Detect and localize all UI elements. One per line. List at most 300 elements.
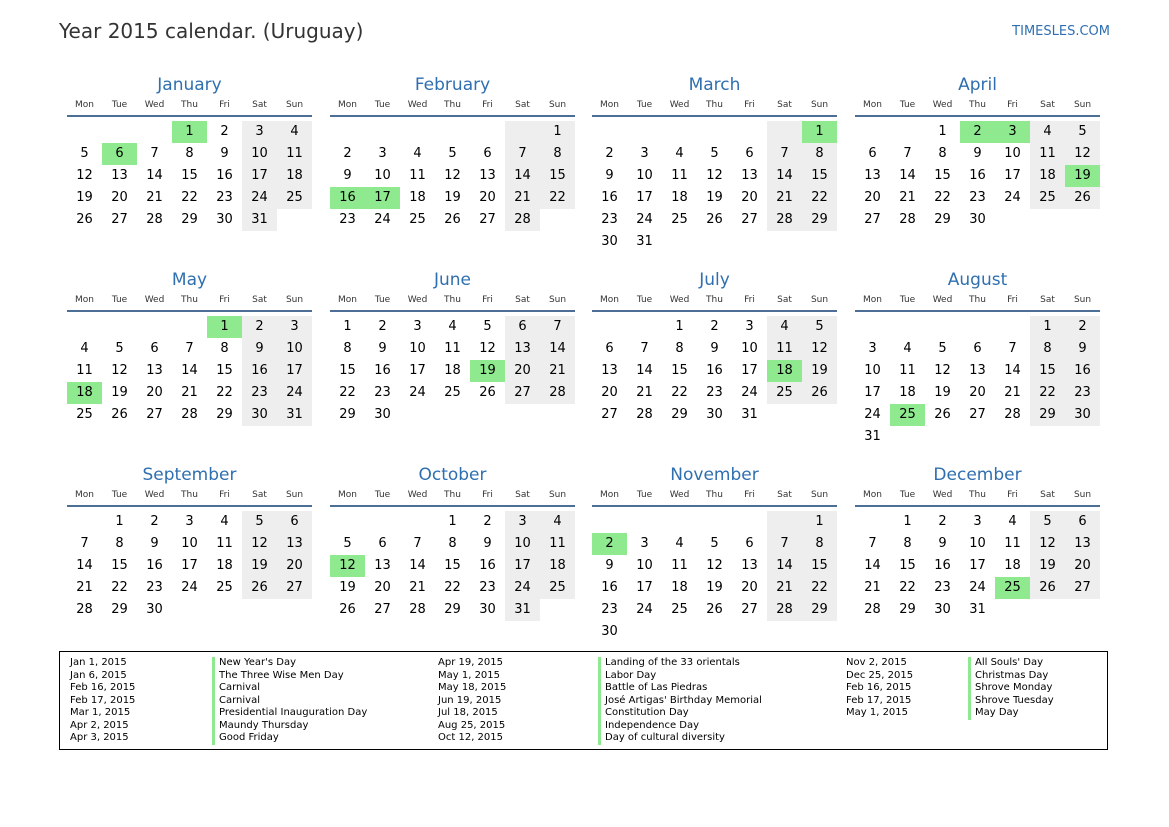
day-cell: 4 [675,536,684,551]
day-cell: 6 [745,536,754,551]
day-cell: 9 [973,146,982,161]
day-cell: 10 [636,168,653,183]
weekday-label: Fri [1007,100,1018,110]
header-rule [67,115,312,117]
day-cell: 28 [409,602,426,617]
day-cell: 14 [776,168,793,183]
day-cell: 26 [339,602,356,617]
site-link[interactable]: TIMESLES.COM [1012,24,1110,39]
day-cell: 24 [864,407,881,422]
day-cell: 11 [409,168,426,183]
weekday-label: Fri [482,295,493,305]
day-cell: 1 [903,514,912,529]
day-cell: 20 [601,385,618,400]
day-cell: 24 [741,385,758,400]
holiday-day-cell: 18 [767,360,802,382]
month-november [592,464,837,659]
day-cell: 7 [553,319,562,334]
day-cell: 26 [934,407,951,422]
day-cell: 1 [343,319,352,334]
day-cell: 12 [934,363,951,378]
weekday-label: Sat [1040,100,1055,110]
day-cell: 1 [675,319,684,334]
day-cell: 24 [514,580,531,595]
day-cell: 15 [1039,363,1056,378]
day-cell: 14 [146,168,163,183]
day-cell: 18 [1004,558,1021,573]
day-cell: 20 [286,558,303,573]
weekday-label: Tue [636,490,653,500]
day-cell: 6 [150,341,159,356]
page-title: Year 2015 calendar. (Uruguay) [59,19,364,43]
day-cell: 25 [671,212,688,227]
day-cell: 20 [146,385,163,400]
weekday-label: Fri [219,295,230,305]
day-cell: 28 [1004,407,1021,422]
day-cell: 19 [934,385,951,400]
weekday-label: Thu [706,100,723,110]
day-cell: 14 [776,558,793,573]
day-cell: 6 [290,514,299,529]
weekday-label: Wed [144,100,165,110]
weekday-label: Wed [144,490,165,500]
day-cell: 14 [409,558,426,573]
header-rule [592,115,837,117]
legend-date: Jul 18, 2015 [438,707,498,718]
legend-holiday-name: Carnival [212,695,260,708]
day-cell: 28 [514,212,531,227]
day-cell: 5 [710,536,719,551]
day-cell: 10 [741,341,758,356]
legend-date: Jan 6, 2015 [70,669,127,681]
day-cell: 2 [710,319,719,334]
day-cell: 2 [938,514,947,529]
weekday-label: Thu [706,295,723,305]
day-cell: 31 [636,234,653,249]
day-cell: 13 [146,363,163,378]
day-cell: 3 [255,124,264,139]
day-cell: 18 [444,363,461,378]
day-cell: 10 [969,536,986,551]
day-cell: 16 [601,190,618,205]
day-cell: 8 [675,341,684,356]
day-cell: 15 [811,168,828,183]
weekday-label: Wed [407,490,428,500]
day-cell: 2 [605,146,614,161]
day-cell: 9 [255,341,264,356]
day-cell: 7 [780,536,789,551]
day-cell: 28 [864,602,881,617]
weekday-label: Sun [810,490,829,500]
day-cell: 19 [811,363,828,378]
day-cell: 6 [868,146,877,161]
weekday-label: Sun [1073,295,1092,305]
day-cell: 25 [776,385,793,400]
holiday-day-cell: 19 [1065,165,1100,187]
day-cell: 9 [1078,341,1087,356]
weekday-label: Sun [548,100,567,110]
day-cell: 26 [76,212,93,227]
weekday-label: Tue [899,100,916,110]
day-cell: 5 [343,536,352,551]
day-cell: 30 [1074,407,1091,422]
day-cell: 27 [514,385,531,400]
day-cell: 20 [374,580,391,595]
day-cell: 25 [76,407,93,422]
day-cell: 6 [745,146,754,161]
day-cell: 28 [636,407,653,422]
day-cell: 26 [706,212,723,227]
day-cell: 8 [1043,341,1052,356]
day-cell: 11 [776,341,793,356]
weekday-label: Sun [285,100,304,110]
weekday-label: Sat [515,295,530,305]
day-cell: 12 [251,536,268,551]
day-cell: 1 [815,514,824,529]
legend-holiday-name: Battle of Las Piedras [598,682,707,695]
day-cell: 24 [409,385,426,400]
day-cell: 28 [776,602,793,617]
legend-holiday-name: Maundy Thursday [212,720,308,733]
day-cell: 28 [181,407,198,422]
day-cell: 30 [601,234,618,249]
day-cell: 3 [868,341,877,356]
day-cell: 18 [671,580,688,595]
day-cell: 11 [549,536,566,551]
day-cell: 5 [80,146,89,161]
day-cell: 27 [741,212,758,227]
day-cell: 7 [1008,341,1017,356]
day-cell: 23 [251,385,268,400]
day-cell: 4 [903,341,912,356]
day-cell: 9 [378,341,387,356]
day-cell: 23 [374,385,391,400]
weekday-label: Tue [111,100,128,110]
day-cell: 24 [181,580,198,595]
weekday-label: Fri [744,295,755,305]
day-cell: 7 [185,341,194,356]
day-cell: 17 [514,558,531,573]
day-cell: 9 [483,536,492,551]
legend-date: Feb 16, 2015 [70,682,136,693]
day-cell: 4 [448,319,457,334]
day-cell: 22 [899,580,916,595]
weekday-label: Wed [144,295,165,305]
day-cell: 30 [251,407,268,422]
day-cell: 5 [255,514,264,529]
day-cell: 23 [479,580,496,595]
day-cell: 23 [601,602,618,617]
day-cell: 15 [934,168,951,183]
day-cell: 1 [448,514,457,529]
day-cell: 10 [636,558,653,573]
day-cell: 26 [479,385,496,400]
day-cell: 20 [111,190,128,205]
day-cell: 3 [413,319,422,334]
legend-holiday-name: All Souls' Day [968,657,1043,670]
day-cell: 29 [111,602,128,617]
day-cell: 18 [671,190,688,205]
day-cell: 3 [745,319,754,334]
header-rule [592,310,837,312]
day-cell: 19 [1039,558,1056,573]
day-cell: 2 [255,319,264,334]
day-cell: 8 [448,536,457,551]
day-cell: 26 [706,602,723,617]
day-cell: 7 [80,536,89,551]
day-cell: 21 [549,363,566,378]
day-cell: 22 [181,190,198,205]
weekday-label: Sat [252,100,267,110]
legend-holiday-name: Presidential Inauguration Day [212,707,367,720]
day-cell: 13 [601,363,618,378]
legend-date: Apr 3, 2015 [70,732,129,743]
legend-holiday-name: Independence Day [598,720,699,733]
weekday-label: Sun [1073,490,1092,500]
weekday-label: Mon [600,295,619,305]
weekday-label: Wed [669,490,690,500]
day-cell: 4 [675,146,684,161]
weekday-label: Sun [548,490,567,500]
day-cell: 25 [1039,190,1056,205]
weekday-label: Sun [810,295,829,305]
day-cell: 12 [1074,146,1091,161]
legend-holiday-name: The Three Wise Men Day [212,670,344,683]
day-cell: 2 [483,514,492,529]
weekday-label: Sat [777,490,792,500]
weekday-label: Mon [75,490,94,500]
day-cell: 14 [899,168,916,183]
legend-date: Apr 19, 2015 [438,657,504,668]
legend-holiday-name: Good Friday [212,732,279,745]
day-cell: 21 [181,385,198,400]
day-cell: 5 [483,319,492,334]
day-cell: 25 [409,212,426,227]
holiday-day-cell: 2 [592,533,627,555]
day-cell: 17 [969,558,986,573]
day-cell: 2 [220,124,229,139]
weekday-label: Tue [636,100,653,110]
weekday-label: Fri [1007,295,1018,305]
day-cell: 1 [115,514,124,529]
month-name: July [699,270,730,290]
weekday-label: Thu [969,100,986,110]
day-cell: 18 [409,190,426,205]
month-name: March [688,75,741,95]
holiday-day-cell: 2 [960,121,995,143]
holiday-legend [59,651,1108,750]
day-cell: 6 [973,341,982,356]
holiday-day-cell: 17 [365,187,400,209]
day-cell: 4 [1008,514,1017,529]
day-cell: 12 [706,558,723,573]
weekday-label: Thu [444,490,461,500]
legend-date: May 1, 2015 [846,707,909,718]
day-cell: 23 [706,385,723,400]
month-name: May [171,270,208,290]
day-cell: 24 [636,602,653,617]
month-september [67,464,312,659]
day-cell: 7 [518,146,527,161]
legend-holiday-name: Shrove Monday [968,682,1052,695]
day-cell: 11 [899,363,916,378]
month-march [592,74,837,269]
day-cell: 18 [549,558,566,573]
day-cell: 9 [605,168,614,183]
day-cell: 29 [444,602,461,617]
day-cell: 5 [1078,124,1087,139]
day-cell: 21 [76,580,93,595]
day-cell: 22 [111,580,128,595]
day-cell: 23 [1074,385,1091,400]
legend-date: Nov 2, 2015 [846,657,907,668]
day-cell: 6 [1078,514,1087,529]
legend-date: Mar 1, 2015 [70,707,131,718]
day-cell: 31 [514,602,531,617]
day-cell: 20 [514,363,531,378]
weekday-label: Sun [1073,100,1092,110]
header-rule [67,310,312,312]
legend-date: Jan 1, 2015 [70,657,127,668]
legend-date: Oct 12, 2015 [438,732,503,743]
day-cell: 21 [899,190,916,205]
day-cell: 26 [111,407,128,422]
weekday-label: Thu [969,295,986,305]
day-cell: 3 [973,514,982,529]
day-cell: 16 [969,168,986,183]
day-cell: 18 [216,558,233,573]
day-cell: 12 [444,168,461,183]
weekday-label: Sun [548,295,567,305]
day-cell: 5 [448,146,457,161]
legend-holiday-name: Labor Day [598,670,656,683]
day-cell: 31 [864,429,881,444]
day-cell: 7 [640,341,649,356]
weekday-label: Tue [899,490,916,500]
day-cell: 1 [553,124,562,139]
day-cell: 17 [864,385,881,400]
day-cell: 17 [251,168,268,183]
weekday-label: Thu [181,295,198,305]
day-cell: 28 [776,212,793,227]
weekday-label: Wed [407,100,428,110]
day-cell: 23 [601,212,618,227]
holiday-day-cell: 3 [995,121,1030,143]
day-cell: 22 [339,385,356,400]
day-cell: 24 [286,385,303,400]
day-cell: 25 [216,580,233,595]
day-cell: 14 [549,341,566,356]
day-cell: 21 [636,385,653,400]
weekday-label: Thu [444,295,461,305]
day-cell: 2 [343,146,352,161]
holiday-day-cell: 6 [102,143,137,165]
weekday-label: Mon [75,100,94,110]
weekday-label: Wed [669,100,690,110]
day-cell: 27 [969,407,986,422]
day-cell: 5 [710,146,719,161]
day-cell: 14 [1004,363,1021,378]
day-cell: 13 [514,341,531,356]
day-cell: 15 [111,558,128,573]
legend-date: May 18, 2015 [438,682,507,693]
day-cell: 29 [934,212,951,227]
weekday-label: Thu [444,100,461,110]
day-cell: 27 [146,407,163,422]
day-cell: 8 [903,536,912,551]
day-cell: 15 [216,363,233,378]
weekday-label: Fri [1007,490,1018,500]
header-rule [855,505,1100,507]
holiday-day-cell: 18 [67,382,102,404]
day-cell: 21 [776,580,793,595]
header-rule [592,505,837,507]
day-cell: 17 [181,558,198,573]
day-cell: 1 [1043,319,1052,334]
day-cell: 30 [374,407,391,422]
day-cell: 29 [899,602,916,617]
day-cell: 28 [146,212,163,227]
day-cell: 23 [216,190,233,205]
day-cell: 27 [1074,580,1091,595]
day-cell: 29 [181,212,198,227]
day-cell: 19 [444,190,461,205]
day-cell: 28 [899,212,916,227]
weekday-label: Tue [111,295,128,305]
day-cell: 19 [706,190,723,205]
day-cell: 3 [518,514,527,529]
header-rule [330,505,575,507]
day-cell: 15 [339,363,356,378]
day-cell: 16 [934,558,951,573]
legend-date: Feb 17, 2015 [70,694,136,706]
day-cell: 11 [444,341,461,356]
day-cell: 5 [1043,514,1052,529]
weekday-label: Fri [482,100,493,110]
month-name: September [142,465,237,485]
month-name: February [414,75,491,95]
day-cell: 6 [378,536,387,551]
legend-holiday-name: Landing of the 33 orientals [598,657,740,670]
day-cell: 22 [934,190,951,205]
day-cell: 17 [741,363,758,378]
day-cell: 6 [483,146,492,161]
weekday-label: Mon [863,295,882,305]
day-cell: 31 [286,407,303,422]
legend-holiday-name: Day of cultural diversity [598,732,725,745]
day-cell: 21 [1004,385,1021,400]
month-august [855,269,1100,464]
day-cell: 12 [479,341,496,356]
day-cell: 5 [938,341,947,356]
legend-date: Feb 17, 2015 [846,694,912,706]
day-cell: 28 [549,385,566,400]
weekday-label: Tue [374,295,391,305]
header-rule [855,115,1100,117]
day-cell: 19 [111,385,128,400]
day-cell: 29 [216,407,233,422]
legend-date: Apr 2, 2015 [70,719,129,731]
weekday-label: Mon [600,100,619,110]
day-cell: 13 [1074,536,1091,551]
day-cell: 12 [76,168,93,183]
day-cell: 27 [286,580,303,595]
holiday-day-cell: 25 [890,404,925,426]
day-cell: 7 [413,536,422,551]
day-cell: 10 [514,536,531,551]
day-cell: 19 [706,580,723,595]
weekday-label: Sun [810,100,829,110]
